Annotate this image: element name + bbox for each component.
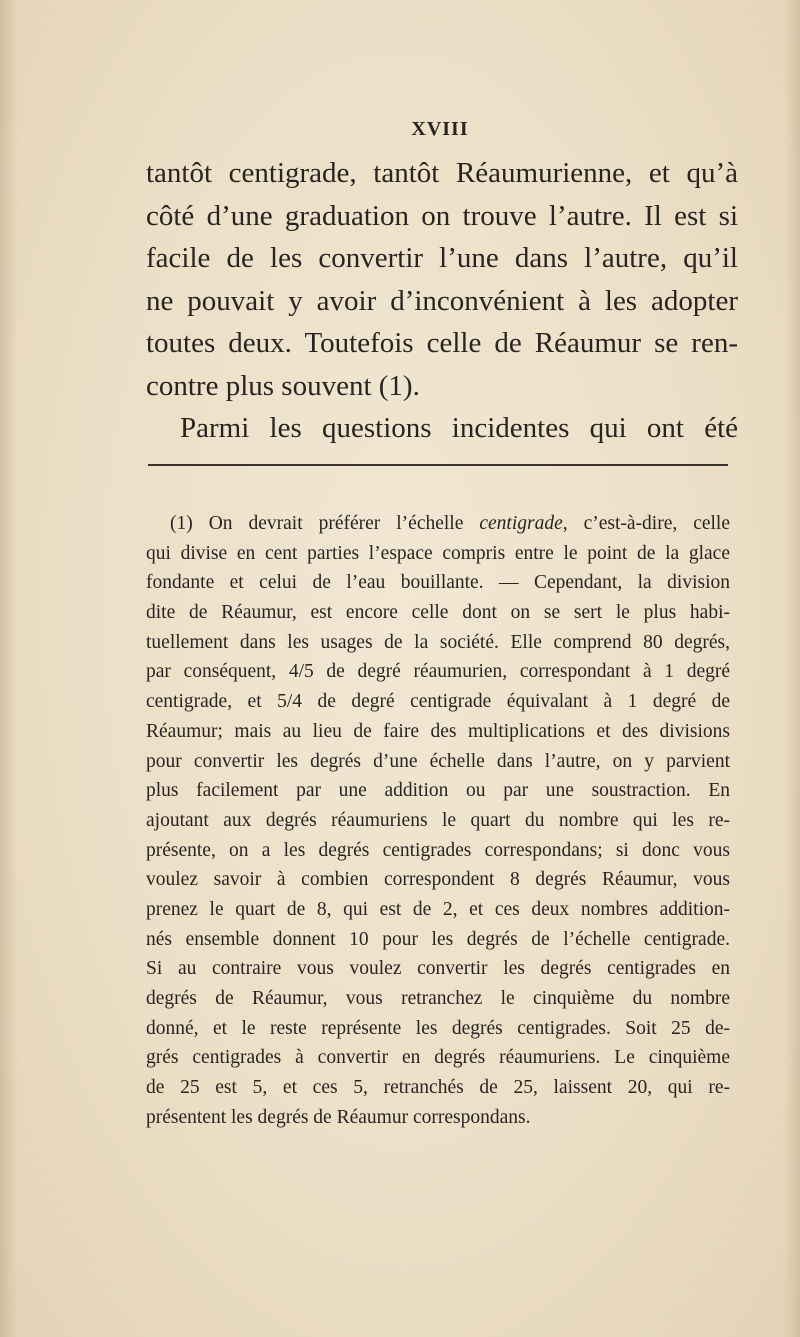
footnote-line: de 25 est 5, et ces 5, retranchés de 25, laissent 20, qui re-: [146, 1077, 730, 1099]
footnote-line: donné, et le reste représente les degrés centigrades. Soit 25 de-: [146, 1017, 730, 1039]
footnote-line: pour convertir les degrés d’une échelle dans l’autre, on y parvient: [146, 750, 730, 772]
footnote-line: centigrade, et 5/4 de degré centigrade équivalant à 1 degré de: [146, 691, 730, 713]
main-text-line: côté d’une graduation on trouve l’autre. Il est si: [146, 199, 738, 232]
footnote-line: voulez savoir à combien correspondent 8 degrés Réaumur, vous: [146, 869, 730, 891]
footnote-italic-term: centigrade: [479, 513, 563, 534]
footnote-line: fondante et celui de l’eau bouillante. — Cependant, la division: [146, 572, 730, 594]
footnote-line: grés centigrades à convertir en degrés réaumuriens. Le cinquième: [146, 1047, 730, 1069]
footnote-line: dite de Réaumur, est encore celle dont on se sert le plus habi-: [146, 602, 730, 624]
main-text-line: facile de les convertir l’une dans l’autre, qu’il: [146, 242, 738, 274]
footnote-line: tuellement dans les usages de la société. Elle comprend 80 degrés,: [146, 631, 730, 653]
main-text-line: toutes deux. Toutefois celle de Réaumur se ren-: [146, 327, 738, 359]
footnote-first-line: [146, 509, 730, 539]
footnote-block: [146, 509, 730, 1132]
page-edge-shadow-left: [0, 0, 18, 1337]
main-text-line: ne pouvait y avoir d’inconvénient à les adopter: [146, 284, 738, 317]
page-number: XVIII: [411, 118, 469, 140]
main-text-line: tantôt centigrade, tantôt Réaumurienne, et qu’à: [146, 157, 738, 189]
main-text-block: [146, 152, 738, 450]
footnote-line: par conséquent, 4/5 de degré réaumurien, correspondant à 1 degré: [146, 661, 730, 683]
footnote-line: présentent les degrés de Réaumur correspondans.: [146, 1106, 531, 1128]
footnote-line: qui divise en cent parties l’espace compris entre le point de la glace: [146, 542, 730, 564]
footnote-line: plus facilement par une addition ou par une soustraction. En: [146, 780, 730, 802]
main-text-line: Parmi les questions incidentes qui ont été: [180, 412, 738, 444]
footnote-separator-rule: [148, 464, 728, 466]
main-text-line: contre plus souvent (1).: [146, 369, 420, 402]
footnote-line: Si au contraire vous voulez convertir les degrés centigrades en: [146, 958, 730, 980]
footnote-line: prenez le quart de 8, qui est de 2, et ces deux nombres addition-: [146, 898, 730, 920]
footnote-line-start: (1) On devrait préférer l’échelle: [170, 513, 480, 534]
footnote-line: degrés de Réaumur, vous retranchez le cinquième du nombre: [146, 988, 730, 1009]
footnote-line: nés ensemble donnent 10 pour les degrés de l’échelle centigrade.: [146, 928, 730, 950]
footnote-line: ajoutant aux degrés réaumuriens le quart du nombre qui les re-: [146, 809, 730, 831]
footnote-line: Réaumur; mais au lieu de faire des multiplications et des divisions: [146, 720, 730, 742]
page-edge-shadow-right: [784, 0, 800, 1337]
footnote-line: présente, on a les degrés centigrades correspondans; si donc vous: [146, 839, 730, 861]
footnote-line-end: , c’est-à-dire, celle: [562, 513, 731, 534]
